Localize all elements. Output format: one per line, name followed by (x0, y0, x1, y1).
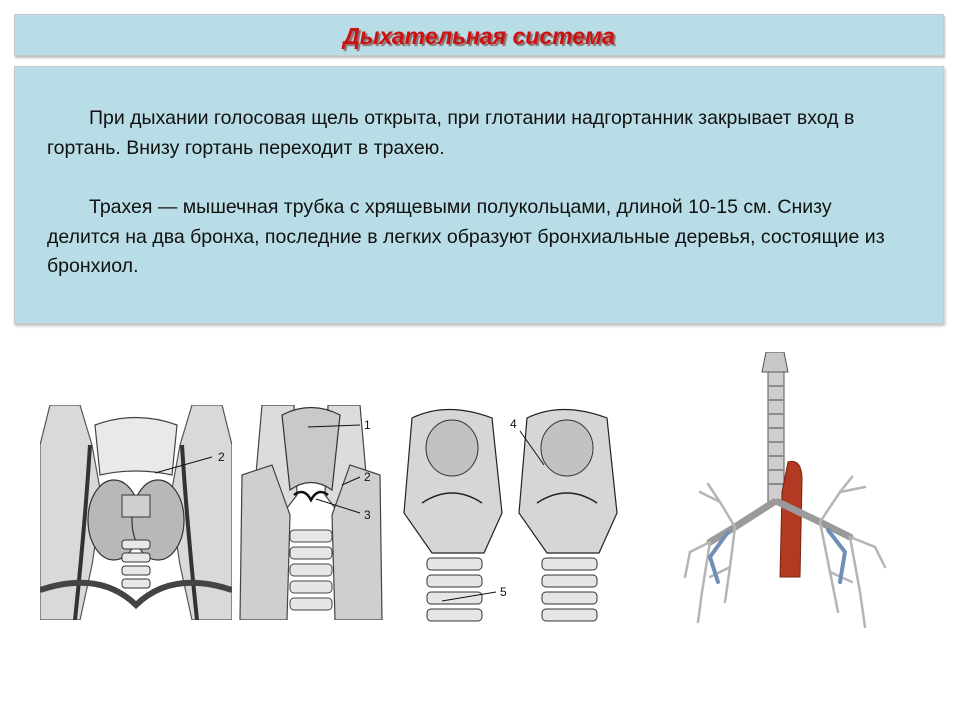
paragraph-larynx: При дыхании голосовая щель открыта, при глотании надгортанник закрывает вход в гортань. Внизу гортань переходит в трахею. (47, 107, 855, 159)
text-panel (14, 66, 944, 324)
paragraph-trachea: Трахея — мышечная трубка с хрящевыми полукольцами, длиной 10-15 см. Снизу делится на два бронха, последние в легких образуют бронхиальные деревья, состоящие из бронхиол. (47, 196, 885, 277)
view-label-4: 4 (510, 417, 517, 431)
bronchial-tree-figure (680, 352, 895, 642)
section-label-3: 3 (364, 508, 371, 522)
larynx-views-figure (392, 403, 642, 623)
section-label-2: 2 (364, 470, 371, 484)
neck-anatomy-figure (40, 405, 232, 620)
slide-title: Дыхательная система (343, 23, 615, 49)
section-label-1: 1 (364, 418, 371, 432)
larynx-section-figure (232, 405, 390, 620)
title-bar (14, 14, 944, 56)
view-label-5: 5 (500, 585, 507, 599)
neck-label-2: 2 (218, 450, 225, 464)
